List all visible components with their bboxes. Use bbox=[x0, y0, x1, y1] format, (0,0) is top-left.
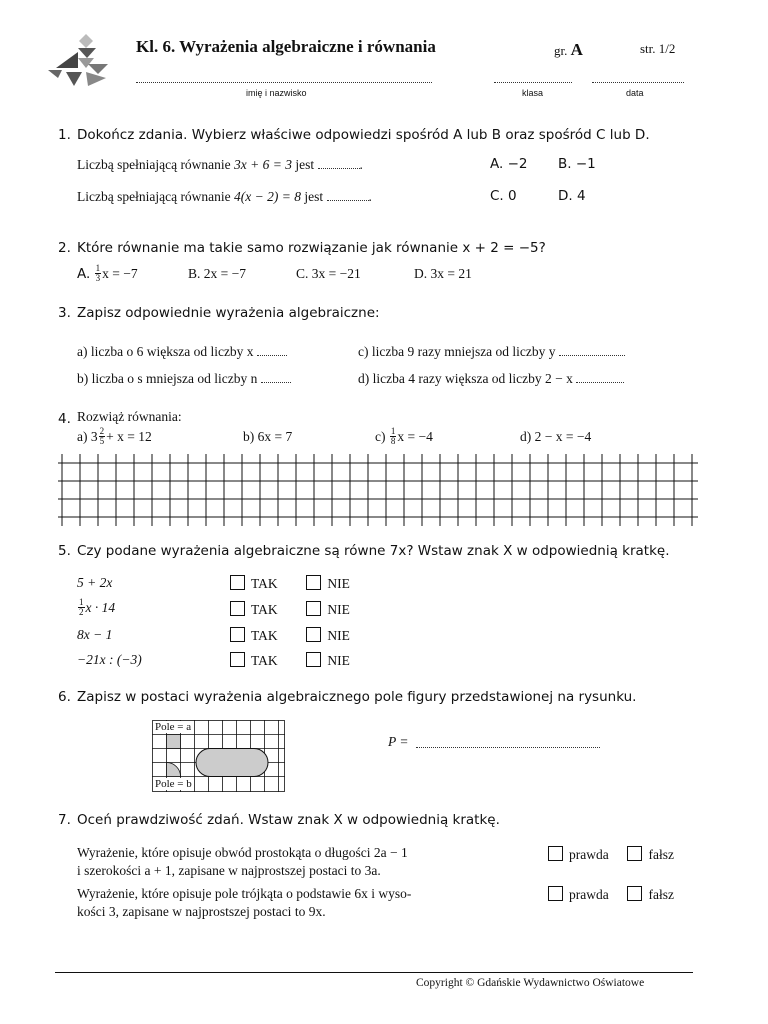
q7-statement-1-line1: Wyrażenie, które opisuje obwód prostokąta o długości 2a − 1 bbox=[77, 845, 408, 860]
q6-text: Zapisz w postaci wyrażenia algebraicznego pole figury przedstawionej na rysunku. bbox=[77, 689, 637, 705]
q3-c-text: c) liczba 9 razy mniejsza od liczby y bbox=[358, 344, 556, 359]
q7-text: Oceń prawdziwość zdań. Wstaw znak X w odpowiednią kratkę. bbox=[77, 812, 500, 828]
q5-row-1-nie-checkbox[interactable] bbox=[306, 575, 321, 590]
q5-row-2-nie-checkbox[interactable] bbox=[306, 601, 321, 616]
q2-option-d: D. 3x = 21 bbox=[414, 266, 472, 281]
q5-row-2-fraction: $\frac{1}{2}$ bbox=[79, 597, 84, 617]
q3-b-text: b) liczba o s mniejsza od liczby n bbox=[77, 371, 258, 386]
nie-label: NIE bbox=[327, 602, 350, 617]
date-label: data bbox=[626, 88, 644, 98]
q1-option-c: C. 0 bbox=[490, 188, 517, 204]
q2-a-fraction: $\frac{1}{3}$ bbox=[95, 263, 101, 283]
q1-answer1-blank[interactable] bbox=[318, 156, 360, 169]
page-title: Kl. 6. Wyrażenia algebraiczne i równania bbox=[136, 37, 436, 56]
q1-option-b: B. −1 bbox=[558, 156, 596, 172]
q3-item-c bbox=[358, 343, 625, 360]
q1-line1-suffix: jest bbox=[292, 157, 315, 172]
q5-row-3-nie-checkbox[interactable] bbox=[306, 627, 321, 642]
q5-row-3-tak-checkbox[interactable] bbox=[230, 627, 245, 642]
q5-row-4-choices bbox=[230, 652, 350, 669]
q4-eq-d: d) 2 − x = −4 bbox=[520, 429, 592, 444]
true-label: prawda bbox=[569, 887, 609, 902]
q4-number: 4. bbox=[58, 411, 71, 427]
pole-a-label: Pole = a bbox=[155, 721, 192, 733]
q3-item-b bbox=[77, 370, 291, 387]
q5-row-4-expr: −21x : (−3) bbox=[77, 652, 142, 667]
name-label: imię i nazwisko bbox=[246, 88, 307, 98]
q5-row-3-expr: 8x − 1 bbox=[77, 627, 113, 642]
q3-text: Zapisz odpowiednie wyrażenia algebraiczne: bbox=[77, 305, 380, 321]
q7-s2-true-checkbox[interactable] bbox=[548, 886, 563, 901]
q4-a-label: a) 3 bbox=[77, 428, 98, 444]
q7-statement-1-choices bbox=[548, 846, 674, 863]
q2-a-rest: x = −7 bbox=[102, 265, 138, 281]
name-field[interactable] bbox=[136, 70, 432, 83]
q1-option-d: D. 4 bbox=[558, 188, 586, 204]
q2-text: Które równanie ma takie samo rozwiązanie jak równanie x + 2 = −5? bbox=[77, 240, 546, 256]
q3-a-blank[interactable] bbox=[257, 343, 287, 356]
nie-label: NIE bbox=[327, 653, 350, 668]
q2-option-b: B. 2x = −7 bbox=[188, 266, 246, 281]
q3-c-blank[interactable] bbox=[559, 343, 625, 356]
q7-statement-2-choices bbox=[548, 886, 674, 903]
true-label: prawda bbox=[569, 847, 609, 862]
class-field[interactable] bbox=[494, 70, 572, 83]
tak-label: TAK bbox=[251, 602, 278, 617]
q6-answer-blank[interactable] bbox=[416, 735, 600, 748]
q1-line2-eq: 4(x − 2) = 8 bbox=[234, 189, 301, 204]
q5-row-2-rest: x · 14 bbox=[85, 599, 116, 615]
q4-eq-a bbox=[77, 427, 152, 446]
q6-p-label: P = bbox=[388, 734, 409, 749]
tak-label: TAK bbox=[251, 653, 278, 668]
q2-number: 2. bbox=[58, 240, 71, 256]
q1-text: Dokończ zdania. Wybierz właściwe odpowiedzi spośród A lub B oraz spośród C lub D. bbox=[77, 127, 650, 143]
q3-b-blank[interactable] bbox=[261, 370, 291, 383]
q1-line2-prefix: Liczbą spełniającą równanie bbox=[77, 189, 235, 204]
q5-text: Czy podane wyrażenia algebraiczne są równe 7x? Wstaw znak X w odpowiednią kratkę. bbox=[77, 543, 670, 559]
nie-label: NIE bbox=[327, 576, 350, 591]
false-label: fałsz bbox=[648, 847, 674, 862]
tak-label: TAK bbox=[251, 628, 278, 643]
q1-number: 1. bbox=[58, 127, 71, 143]
q7-statement-1-line2: i szerokości a + 1, zapisane w najprostszej postaci to 3a. bbox=[77, 863, 381, 878]
q7-number: 7. bbox=[58, 812, 71, 828]
q5-row-2-choices bbox=[230, 601, 350, 618]
q5-number: 5. bbox=[58, 543, 71, 559]
q4-text: Rozwiąż równania: bbox=[77, 409, 182, 424]
q5-row-1-choices bbox=[230, 575, 350, 592]
page-number: str. 1/2 bbox=[640, 41, 676, 56]
q1-line1-eq: 3x + 6 = 3 bbox=[234, 157, 293, 172]
group-label bbox=[554, 40, 583, 60]
group-value: A bbox=[570, 40, 583, 59]
q3-d-text: d) liczba 4 razy większa od liczby 2 − x bbox=[358, 371, 573, 386]
answer-grid[interactable] bbox=[58, 454, 698, 526]
q1-line2: Liczbą spełniającą równanie 4(x − 2) = 8 jest . bbox=[77, 189, 372, 204]
tak-label: TAK bbox=[251, 576, 278, 591]
class-label: klasa bbox=[522, 88, 544, 98]
nie-label: NIE bbox=[327, 628, 350, 643]
q1-line2-suffix: jest bbox=[301, 189, 324, 204]
q4-c-rest: x = −4 bbox=[397, 428, 433, 444]
q5-row-1-tak-checkbox[interactable] bbox=[230, 575, 245, 590]
q3-item-a bbox=[77, 343, 287, 360]
footer-copyright: Copyright © Gdańskie Wydawnictwo Oświatowe bbox=[416, 977, 645, 989]
q5-row-4-tak-checkbox[interactable] bbox=[230, 652, 245, 667]
footer-rule bbox=[55, 972, 693, 973]
q7-s2-false-checkbox[interactable] bbox=[627, 886, 642, 901]
q7-statement-2-line1: Wyrażenie, które opisuje pole trójkąta o podstawie 6x i wyso- bbox=[77, 886, 412, 901]
q5-row-2-expr bbox=[77, 598, 115, 617]
q4-eq-b: b) 6x = 7 bbox=[243, 429, 293, 444]
q6-number: 6. bbox=[58, 689, 71, 705]
q1-line1: Liczbą spełniającą równanie 3x + 6 = 3 jest . bbox=[77, 157, 363, 172]
q2-a-label: A. bbox=[77, 265, 91, 282]
q3-d-blank[interactable] bbox=[576, 370, 624, 383]
q4-c-label: c) bbox=[375, 428, 386, 444]
q4-a-rest: + x = 12 bbox=[106, 428, 152, 444]
q4-c-fraction: $\frac{1}{8}$ bbox=[390, 426, 396, 446]
q4-a-fraction: $\frac{2}{5}$ bbox=[99, 426, 105, 446]
q3-a-text: a) liczba o 6 większa od liczby x bbox=[77, 344, 254, 359]
date-field[interactable] bbox=[592, 70, 684, 83]
q7-s1-false-checkbox[interactable] bbox=[627, 846, 642, 861]
q5-row-1-expr: 5 + 2x bbox=[77, 575, 113, 590]
q5-row-4-nie-checkbox[interactable] bbox=[306, 652, 321, 667]
group-text: gr. bbox=[554, 43, 568, 58]
q1-line1-prefix: Liczbą spełniającą równanie bbox=[77, 157, 235, 172]
q5-row-2-tak-checkbox[interactable] bbox=[230, 601, 245, 616]
q3-item-d bbox=[358, 370, 624, 387]
publisher-logo bbox=[48, 34, 116, 88]
false-label: fałsz bbox=[648, 887, 674, 902]
q1-option-a: A. −2 bbox=[490, 156, 528, 172]
q2-option-a bbox=[77, 264, 138, 283]
q7-s1-true-checkbox[interactable] bbox=[548, 846, 563, 861]
q4-eq-c bbox=[375, 427, 433, 446]
q5-row-3-choices bbox=[230, 627, 350, 644]
q7-statement-2-line2: kości 3, zapisane w najprostszej postaci to 9x. bbox=[77, 904, 326, 919]
q3-number: 3. bbox=[58, 305, 71, 321]
q1-answer2-blank[interactable] bbox=[327, 188, 369, 201]
q2-option-c: C. 3x = −21 bbox=[296, 266, 361, 281]
pole-b-label: Pole = b bbox=[155, 778, 192, 790]
